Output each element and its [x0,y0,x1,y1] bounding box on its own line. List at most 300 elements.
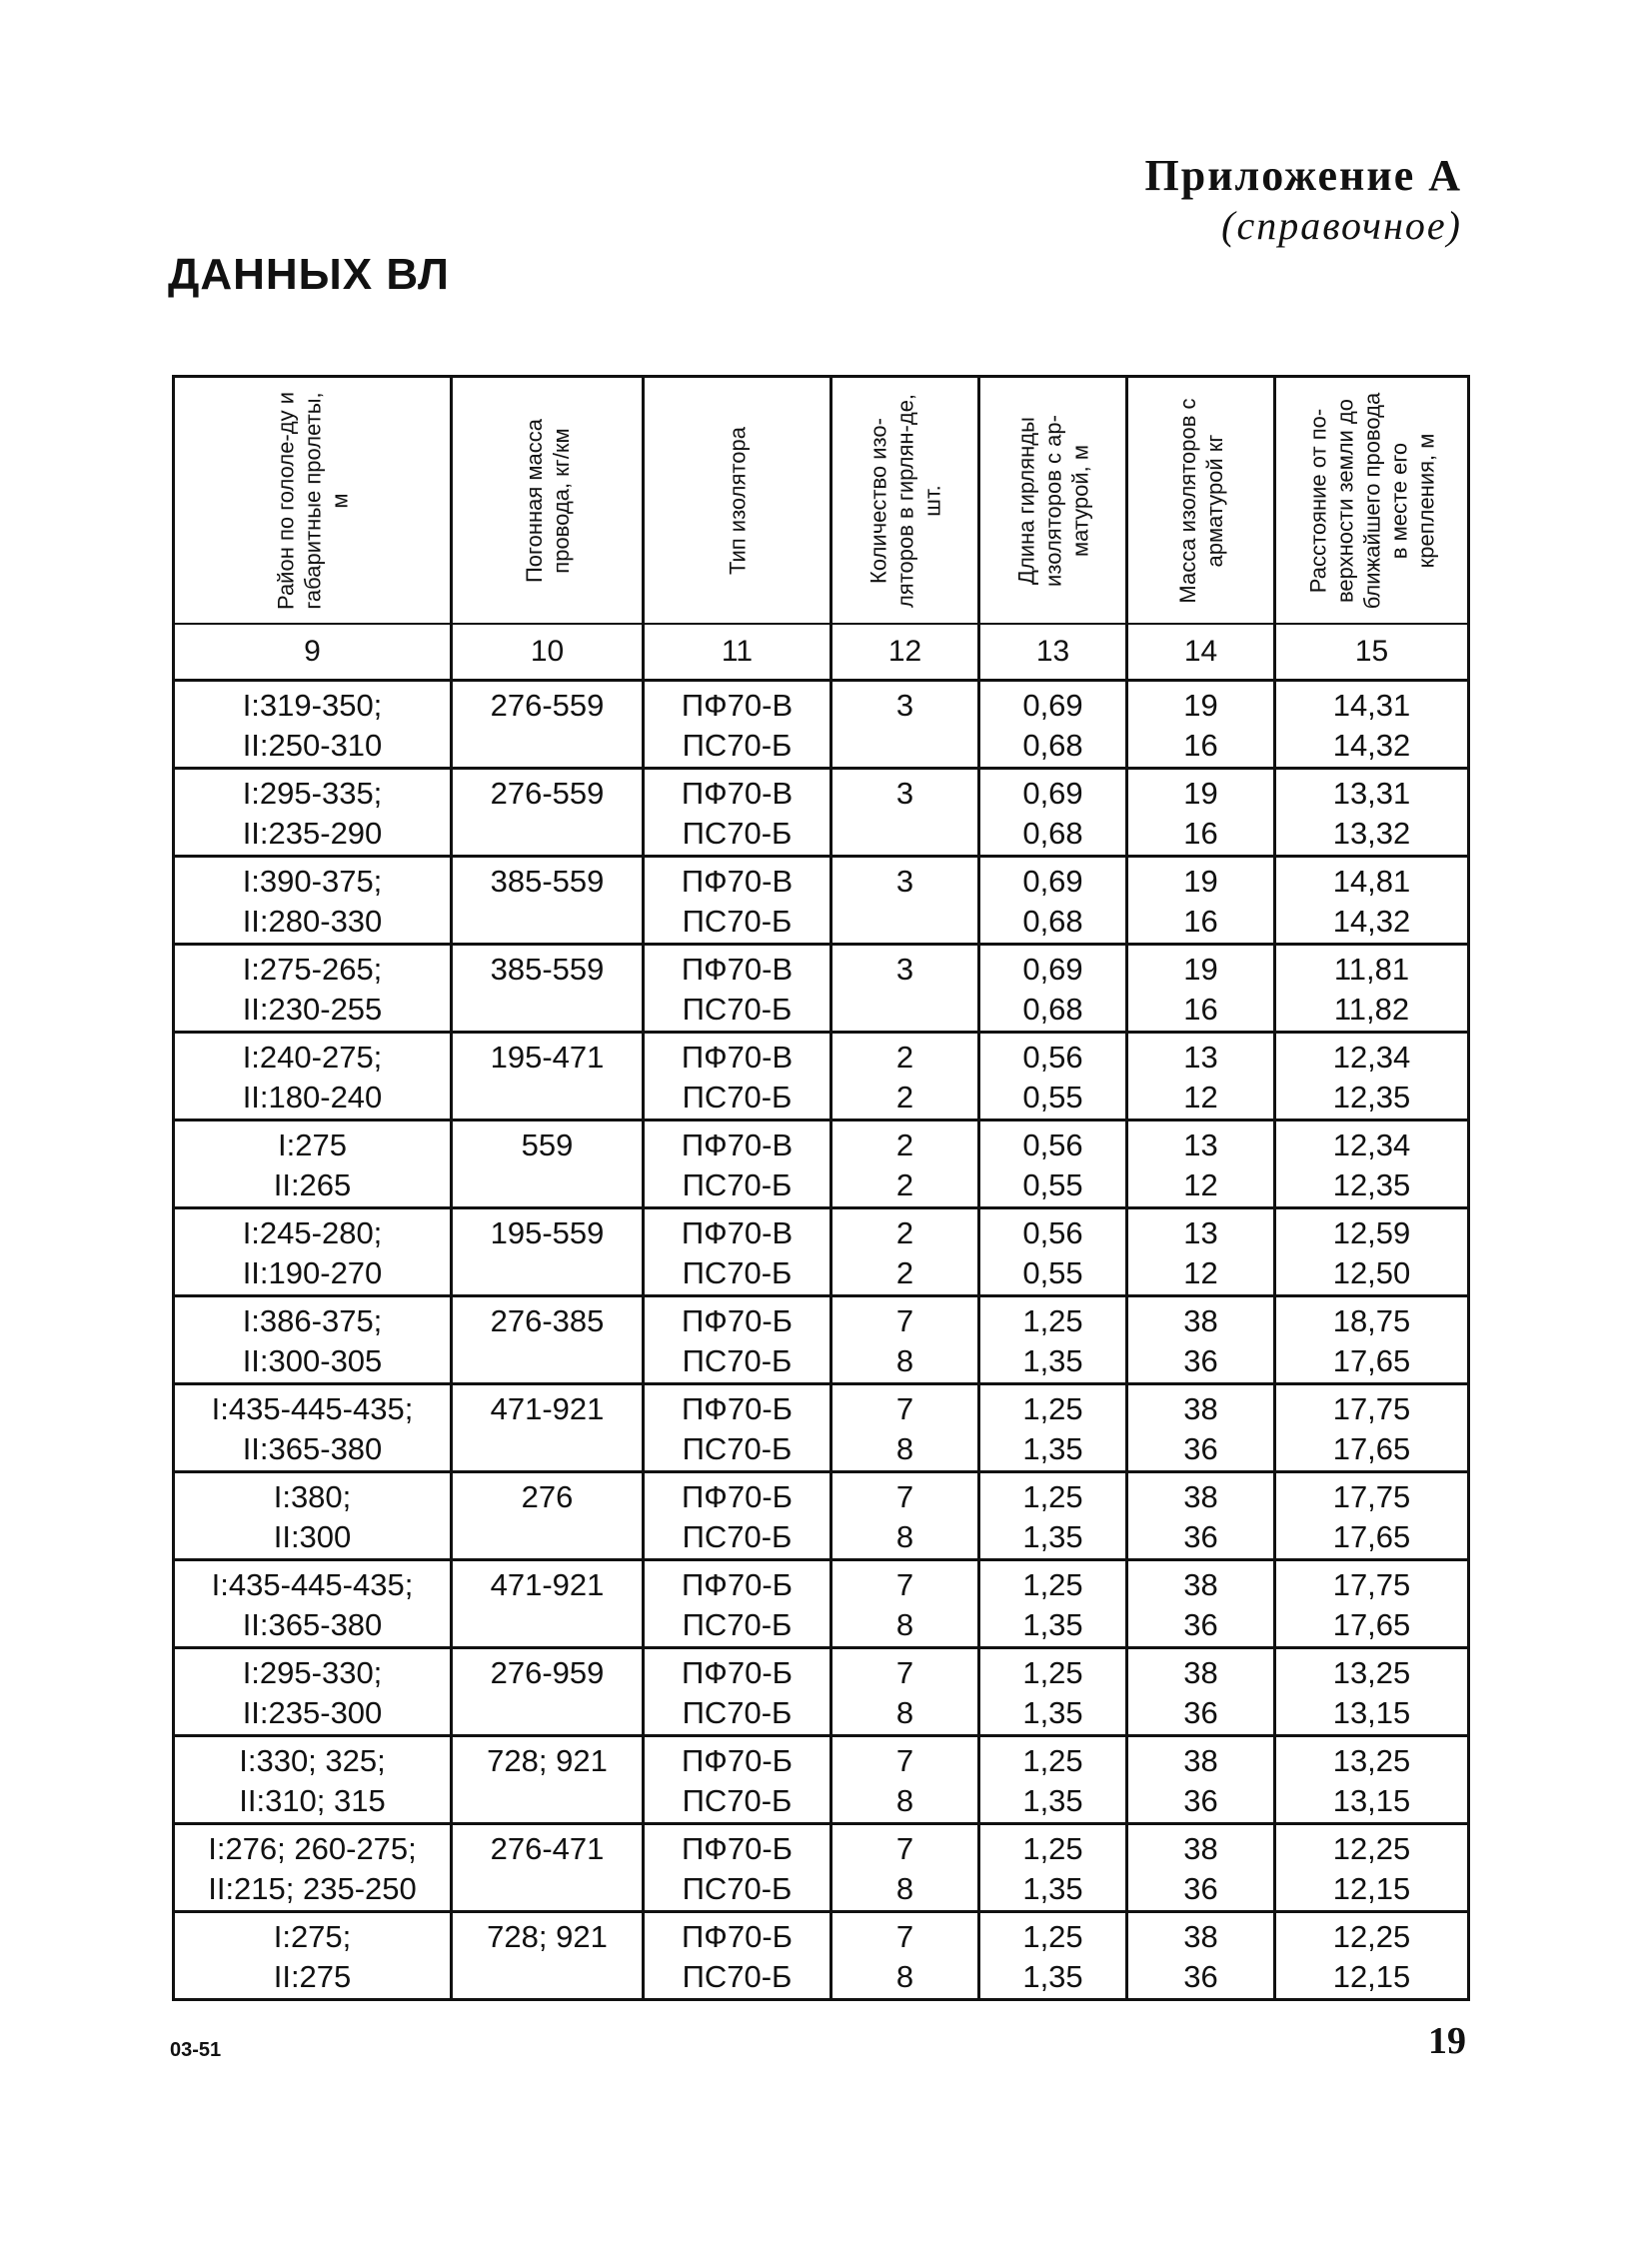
cell-string-length [979,769,1127,857]
cell-district-line: I:390-375; [242,864,383,899]
cell-ground-distance-line: 17,65 [1332,1519,1411,1554]
cell-string-length [979,681,1127,769]
cell-wire-mass [452,769,644,857]
cell-district [174,1296,452,1384]
cell-insulator-count-line: 8 [895,1431,914,1466]
cell-insulator-mass-line: 12 [1183,1255,1218,1290]
cell-district [174,857,452,945]
cell-district [174,1560,452,1648]
table-row [174,1648,1469,1736]
cell-district-line: I:380; [273,1479,352,1514]
cell-string-length-line: 1,35 [1022,1519,1083,1554]
cell-district-line: II:300-305 [242,1343,383,1378]
cell-insulator-mass-line: 38 [1183,1831,1218,1866]
cell-string-length [979,945,1127,1033]
cell-insulator-count-line: 7 [895,1919,914,1954]
cell-insulator-type [644,769,831,857]
cell-string-length-line: 1,25 [1022,1831,1083,1866]
cell-ground-distance-line: 12,34 [1332,1127,1411,1162]
cell-ground-distance-line: 14,32 [1332,904,1411,939]
cell-wire-mass [452,857,644,945]
cell-district-line: II:280-330 [242,904,383,939]
cell-district [174,681,452,769]
cell-ground-distance-line: 17,65 [1332,1343,1411,1378]
cell-string-length-line: 0,56 [1022,1215,1083,1250]
cell-ground-distance-line: 17,75 [1332,1391,1411,1426]
cell-string-length [979,1208,1127,1296]
cell-string-length-line: 0,55 [1022,1167,1083,1202]
column-header: Масса изоляторов с арматурой кг [1127,377,1275,625]
cell-insulator-count-line: 7 [895,1391,914,1426]
cell-district-line: I:386-375; [242,1303,383,1338]
cell-insulator-type-line: ПФ70-Б [682,1303,793,1338]
cell-ground-distance-line: 12,35 [1332,1167,1411,1202]
cell-district-line: II:235-290 [242,816,383,851]
cell-insulator-type-line: ПФ70-В [681,952,794,987]
cell-insulator-count-line [832,814,977,854]
cell-district-line: II:235-300 [242,1695,383,1730]
cell-insulator-mass [1127,1824,1275,1912]
cell-ground-distance [1275,1296,1469,1384]
cell-ground-distance [1275,1648,1469,1736]
cell-insulator-mass [1127,1208,1275,1296]
cell-district [174,1824,452,1912]
footer-code: 03-51 [170,2039,222,2061]
cell-wire-mass-line: 385-559 [490,952,605,987]
cell-insulator-count [831,1824,979,1912]
cell-insulator-type-line: ПФ70-В [681,688,794,723]
cell-insulator-count [831,1560,979,1648]
cell-insulator-count-line: 7 [895,1567,914,1602]
cell-district-line: I:275-265; [242,952,383,987]
cell-district-line: I:240-275; [242,1040,383,1075]
cell-insulator-type-line: ПС70-Б [682,1343,793,1378]
cell-district-line: II:300 [273,1519,352,1554]
cell-district-line: I:330; 325; [239,1743,386,1778]
cell-insulator-type-line: ПС70-Б [682,1871,793,1906]
cell-ground-distance-line: 13,15 [1332,1695,1411,1730]
cell-ground-distance-line: 13,25 [1332,1743,1411,1778]
cell-insulator-mass-line: 16 [1183,992,1218,1027]
column-number: 15 [1275,624,1469,681]
cell-insulator-mass-line: 38 [1183,1743,1218,1778]
cell-district-line: I:245-280; [242,1215,383,1250]
table-row [174,1912,1469,2000]
cell-insulator-count-line: 3 [895,776,914,811]
cell-insulator-type [644,1121,831,1208]
cell-wire-mass [452,1296,644,1384]
cell-insulator-type-line: ПФ70-Б [682,1391,793,1426]
cell-ground-distance-line: 17,75 [1332,1479,1411,1514]
cell-string-length-line: 0,69 [1022,952,1083,987]
table-row [174,1208,1469,1296]
cell-string-length [979,1033,1127,1121]
cell-ground-distance-line: 17,65 [1332,1607,1411,1642]
table-row [174,1472,1469,1560]
cell-district-line: I:275; [273,1919,352,1954]
cell-insulator-count-line: 3 [895,864,914,899]
cell-insulator-mass-line: 38 [1183,1655,1218,1690]
cell-district-line: II:180-240 [242,1080,383,1115]
cell-string-length-line: 1,35 [1022,1959,1083,1994]
cell-wire-mass-line: 276-559 [490,776,605,811]
cell-ground-distance-line: 18,75 [1332,1303,1411,1338]
cell-insulator-count-line [832,902,977,942]
cell-insulator-count [831,1736,979,1824]
cell-insulator-mass-line: 36 [1183,1519,1218,1554]
cell-district-line: II:365-380 [242,1607,383,1642]
cell-string-length [979,1121,1127,1208]
cell-string-length [979,1648,1127,1736]
cell-ground-distance-line: 12,25 [1332,1919,1411,1954]
cell-insulator-mass [1127,1296,1275,1384]
column-number: 10 [452,624,644,681]
cell-insulator-mass [1127,1648,1275,1736]
cell-insulator-type-line: ПС70-Б [682,1167,793,1202]
cell-string-length-line: 1,35 [1022,1695,1083,1730]
appendix-subtitle: (справочное) [1221,203,1462,248]
cell-string-length [979,1560,1127,1648]
cell-insulator-count-line: 7 [895,1303,914,1338]
cell-insulator-mass [1127,1472,1275,1560]
cell-wire-mass-line: 471-921 [490,1391,605,1426]
cell-string-length-line: 0,68 [1022,904,1083,939]
cell-insulator-type [644,945,831,1033]
table-row [174,1384,1469,1472]
column-header: Длина гирлянды изоляторов с ар-матурой, м [979,377,1127,625]
cell-string-length-line: 0,68 [1022,816,1083,851]
cell-wire-mass [452,1736,644,1824]
cell-insulator-type-line: ПС70-Б [682,816,793,851]
cell-insulator-count-line: 8 [895,1871,914,1906]
cell-insulator-count [831,1472,979,1560]
cell-string-length-line: 0,56 [1022,1040,1083,1075]
cell-district-line: I:276; 260-275; [208,1831,417,1866]
cell-wire-mass-line: 728; 921 [487,1743,608,1778]
cell-string-length-line: 0,69 [1022,776,1083,811]
cell-insulator-count-line [832,990,977,1030]
cell-string-length [979,1384,1127,1472]
header-row [174,377,1469,625]
cell-insulator-type-line: ПС70-Б [682,1783,793,1818]
cell-insulator-count [831,945,979,1033]
cell-insulator-type-line: ПС70-Б [682,904,793,939]
column-number: 14 [1127,624,1275,681]
data-table [172,375,1470,2001]
cell-district-line: I:435-445-435; [211,1391,414,1426]
cell-ground-distance [1275,1208,1469,1296]
cell-insulator-mass [1127,1384,1275,1472]
cell-ground-distance-line: 12,59 [1332,1215,1411,1250]
cell-string-length [979,857,1127,945]
cell-district [174,1472,452,1560]
cell-insulator-mass-line: 38 [1183,1567,1218,1602]
cell-insulator-mass-line: 13 [1183,1215,1218,1250]
cell-insulator-mass-line: 36 [1183,1871,1218,1906]
cell-district-line: II:310; 315 [239,1783,386,1818]
cell-district-line: II:190-270 [242,1255,383,1290]
cell-district-line: I:319-350; [242,688,383,723]
cell-wire-mass [452,1208,644,1296]
cell-district-line: I:275 [278,1127,347,1162]
cell-insulator-type [644,1208,831,1296]
cell-string-length-line: 1,35 [1022,1783,1083,1818]
table-row [174,857,1469,945]
cell-insulator-mass-line: 36 [1183,1431,1218,1466]
cell-wire-mass-line: 195-559 [490,1215,605,1250]
table-row [174,1033,1469,1121]
cell-district [174,1033,452,1121]
cell-wire-mass-line: 728; 921 [487,1919,608,1954]
cell-insulator-mass-line: 16 [1183,904,1218,939]
cell-insulator-count-line: 7 [895,1831,914,1866]
cell-insulator-type [644,1912,831,2000]
cell-ground-distance-line: 12,15 [1332,1871,1411,1906]
cell-insulator-type-line: ПФ70-В [681,1127,794,1162]
cell-insulator-mass-line: 38 [1183,1391,1218,1426]
cell-ground-distance-line: 12,25 [1332,1831,1411,1866]
cell-string-length [979,1472,1127,1560]
cell-insulator-count [831,857,979,945]
cell-insulator-type [644,1033,831,1121]
cell-wire-mass [452,681,644,769]
cell-insulator-mass-line: 36 [1183,1343,1218,1378]
cell-ground-distance [1275,1121,1469,1208]
column-number: 11 [644,624,831,681]
cell-insulator-type-line: ПС70-Б [682,1519,793,1554]
cell-insulator-count-line: 8 [895,1519,914,1554]
cell-insulator-type-line: ПС70-Б [682,1607,793,1642]
cell-ground-distance [1275,945,1469,1033]
cell-wire-mass [452,1648,644,1736]
cell-ground-distance-line: 12,50 [1332,1255,1411,1290]
cell-insulator-count [831,1912,979,2000]
cell-wire-mass [452,1912,644,2000]
cell-insulator-count-line: 8 [895,1343,914,1378]
table-row [174,769,1469,857]
cell-district [174,1384,452,1472]
cell-ground-distance [1275,857,1469,945]
cell-ground-distance [1275,1912,1469,2000]
table-row [174,1560,1469,1648]
cell-wire-mass-line: 195-471 [490,1040,605,1075]
cell-ground-distance-line: 11,81 [1333,952,1410,987]
cell-insulator-type [644,1648,831,1736]
cell-insulator-type-line: ПФ70-Б [682,1479,793,1514]
cell-insulator-count-line: 2 [895,1167,914,1202]
cell-ground-distance-line: 13,32 [1332,816,1411,851]
cell-insulator-count-line: 2 [895,1127,914,1162]
cell-string-length-line: 1,25 [1022,1655,1083,1690]
cell-insulator-mass-line: 38 [1183,1479,1218,1514]
cell-ground-distance-line: 12,15 [1332,1959,1411,1994]
cell-insulator-count [831,1648,979,1736]
cell-district-line: II:215; 235-250 [208,1871,417,1906]
cell-ground-distance-line: 13,31 [1332,776,1411,811]
cell-wire-mass-line: 471-921 [490,1567,605,1602]
cell-wire-mass-line: 559 [521,1127,574,1162]
cell-insulator-type-line: ПФ70-Б [682,1919,793,1954]
cell-insulator-mass-line: 19 [1183,776,1218,811]
cell-string-length [979,1296,1127,1384]
cell-insulator-count-line: 3 [895,952,914,987]
cell-insulator-count-line: 8 [895,1695,914,1730]
cell-ground-distance [1275,1472,1469,1560]
cell-insulator-mass [1127,857,1275,945]
cell-string-length-line: 0,69 [1022,688,1083,723]
cell-insulator-type [644,1736,831,1824]
cell-string-length-line: 1,25 [1022,1919,1083,1954]
cell-insulator-count-line: 2 [895,1215,914,1250]
cell-string-length-line: 1,25 [1022,1391,1083,1426]
cell-string-length-line: 1,35 [1022,1343,1083,1378]
cell-insulator-type-line: ПФ70-В [681,864,794,899]
cell-insulator-type [644,1384,831,1472]
cell-insulator-count-line: 2 [895,1040,914,1075]
cell-wire-mass [452,1033,644,1121]
cell-insulator-count [831,1208,979,1296]
column-number-row [174,624,1469,681]
cell-string-length-line: 1,35 [1022,1431,1083,1466]
table-row [174,945,1469,1033]
cell-district-line: II:365-380 [242,1431,383,1466]
cell-string-length-line: 0,68 [1022,728,1083,763]
cell-insulator-mass-line: 38 [1183,1919,1218,1954]
cell-ground-distance-line: 17,65 [1332,1431,1411,1466]
cell-wire-mass-line: 385-559 [490,864,605,899]
cell-wire-mass [452,945,644,1033]
cell-insulator-mass [1127,681,1275,769]
cell-insulator-type [644,1824,831,1912]
cell-insulator-mass [1127,1033,1275,1121]
column-number: 12 [831,624,979,681]
cell-insulator-type [644,1560,831,1648]
cell-wire-mass [452,1824,644,1912]
cell-ground-distance [1275,681,1469,769]
column-header: Тип изолятора [644,377,831,625]
cell-district [174,1912,452,2000]
cell-ground-distance-line: 13,25 [1332,1655,1411,1690]
cell-string-length-line: 0,69 [1022,864,1083,899]
cell-insulator-mass-line: 16 [1183,728,1218,763]
cell-insulator-count-line: 2 [895,1080,914,1115]
cell-insulator-type-line: ПС70-Б [682,1255,793,1290]
cell-district-line: II:265 [273,1167,352,1202]
cell-string-length-line: 0,68 [1022,992,1083,1027]
cell-insulator-count-line [832,726,977,766]
cell-ground-distance [1275,1736,1469,1824]
cell-string-length-line: 1,35 [1022,1871,1083,1906]
table-row [174,681,1469,769]
table-row [174,1296,1469,1384]
table-body [174,681,1469,2000]
cell-ground-distance-line: 14,81 [1332,864,1411,899]
cell-insulator-count [831,1384,979,1472]
cell-ground-distance-line: 12,34 [1332,1040,1411,1075]
cell-string-length-line: 1,35 [1022,1607,1083,1642]
cell-wire-mass [452,1384,644,1472]
cell-district-line: I:435-445-435; [211,1567,414,1602]
cell-insulator-mass-line: 36 [1183,1959,1218,1994]
cell-insulator-type-line: ПС70-Б [682,1431,793,1466]
cell-string-length [979,1912,1127,2000]
cell-insulator-mass [1127,945,1275,1033]
cell-wire-mass [452,1560,644,1648]
cell-insulator-mass-line: 16 [1183,816,1218,851]
table-row [174,1121,1469,1208]
cell-insulator-type-line: ПФ70-В [681,1215,794,1250]
cell-insulator-count [831,1121,979,1208]
cell-string-length [979,1736,1127,1824]
cell-wire-mass-line: 276-471 [490,1831,605,1866]
cell-insulator-count [831,769,979,857]
column-header: Расстояние от по-верхности земли до ближайшего провода в месте его крепления, м [1275,377,1469,625]
table-row [174,1824,1469,1912]
cell-district-line: II:250-310 [242,728,383,763]
page-heading: ДАННЫХ ВЛ [168,250,450,299]
cell-ground-distance-line: 13,15 [1332,1783,1411,1818]
cell-insulator-type-line: ПС70-Б [682,1695,793,1730]
column-header: Погонная масса провода, кг/км [452,377,644,625]
cell-district [174,1121,452,1208]
appendix-title: Приложение А [1144,151,1462,200]
cell-insulator-mass [1127,769,1275,857]
cell-wire-mass [452,1121,644,1208]
cell-insulator-count-line: 7 [895,1479,914,1514]
cell-insulator-type [644,857,831,945]
column-number: 9 [174,624,452,681]
cell-string-length-line: 1,25 [1022,1303,1083,1338]
cell-insulator-count-line: 7 [895,1655,914,1690]
cell-wire-mass-line: 276 [521,1479,574,1514]
cell-insulator-type-line: ПС70-Б [682,728,793,763]
cell-insulator-count-line: 8 [895,1959,914,1994]
table-row [174,1736,1469,1824]
cell-district [174,769,452,857]
cell-string-length-line: 0,55 [1022,1080,1083,1115]
cell-insulator-type-line: ПФ70-Б [682,1655,793,1690]
cell-string-length-line: 1,25 [1022,1743,1083,1778]
cell-string-length-line: 0,56 [1022,1127,1083,1162]
cell-insulator-count-line: 8 [895,1783,914,1818]
cell-ground-distance-line: 17,75 [1332,1567,1411,1602]
cell-insulator-mass-line: 13 [1183,1127,1218,1162]
cell-insulator-type-line: ПФ70-Б [682,1567,793,1602]
cell-insulator-mass-line: 36 [1183,1783,1218,1818]
cell-insulator-mass [1127,1736,1275,1824]
cell-district-line: II:230-255 [242,992,383,1027]
cell-district [174,945,452,1033]
cell-insulator-mass-line: 13 [1183,1040,1218,1075]
column-header: Количество изо-ляторов в гирлян-де, шт. [831,377,979,625]
cell-insulator-count [831,681,979,769]
page-number: 19 [1428,2020,1466,2062]
cell-insulator-type-line: ПС70-Б [682,1080,793,1115]
cell-district [174,1208,452,1296]
cell-insulator-mass [1127,1121,1275,1208]
cell-insulator-mass [1127,1560,1275,1648]
cell-insulator-mass-line: 36 [1183,1607,1218,1642]
cell-insulator-mass-line: 38 [1183,1303,1218,1338]
cell-insulator-type-line: ПФ70-В [681,776,794,811]
cell-insulator-mass-line: 12 [1183,1167,1218,1202]
column-header: Район по гололе-ду и габаритные пролеты, м [174,377,452,625]
cell-insulator-mass-line: 19 [1183,864,1218,899]
cell-insulator-type-line: ПФ70-Б [682,1831,793,1866]
cell-insulator-type-line: ПФ70-В [681,1040,794,1075]
column-number: 13 [979,624,1127,681]
cell-string-length-line: 1,25 [1022,1567,1083,1602]
